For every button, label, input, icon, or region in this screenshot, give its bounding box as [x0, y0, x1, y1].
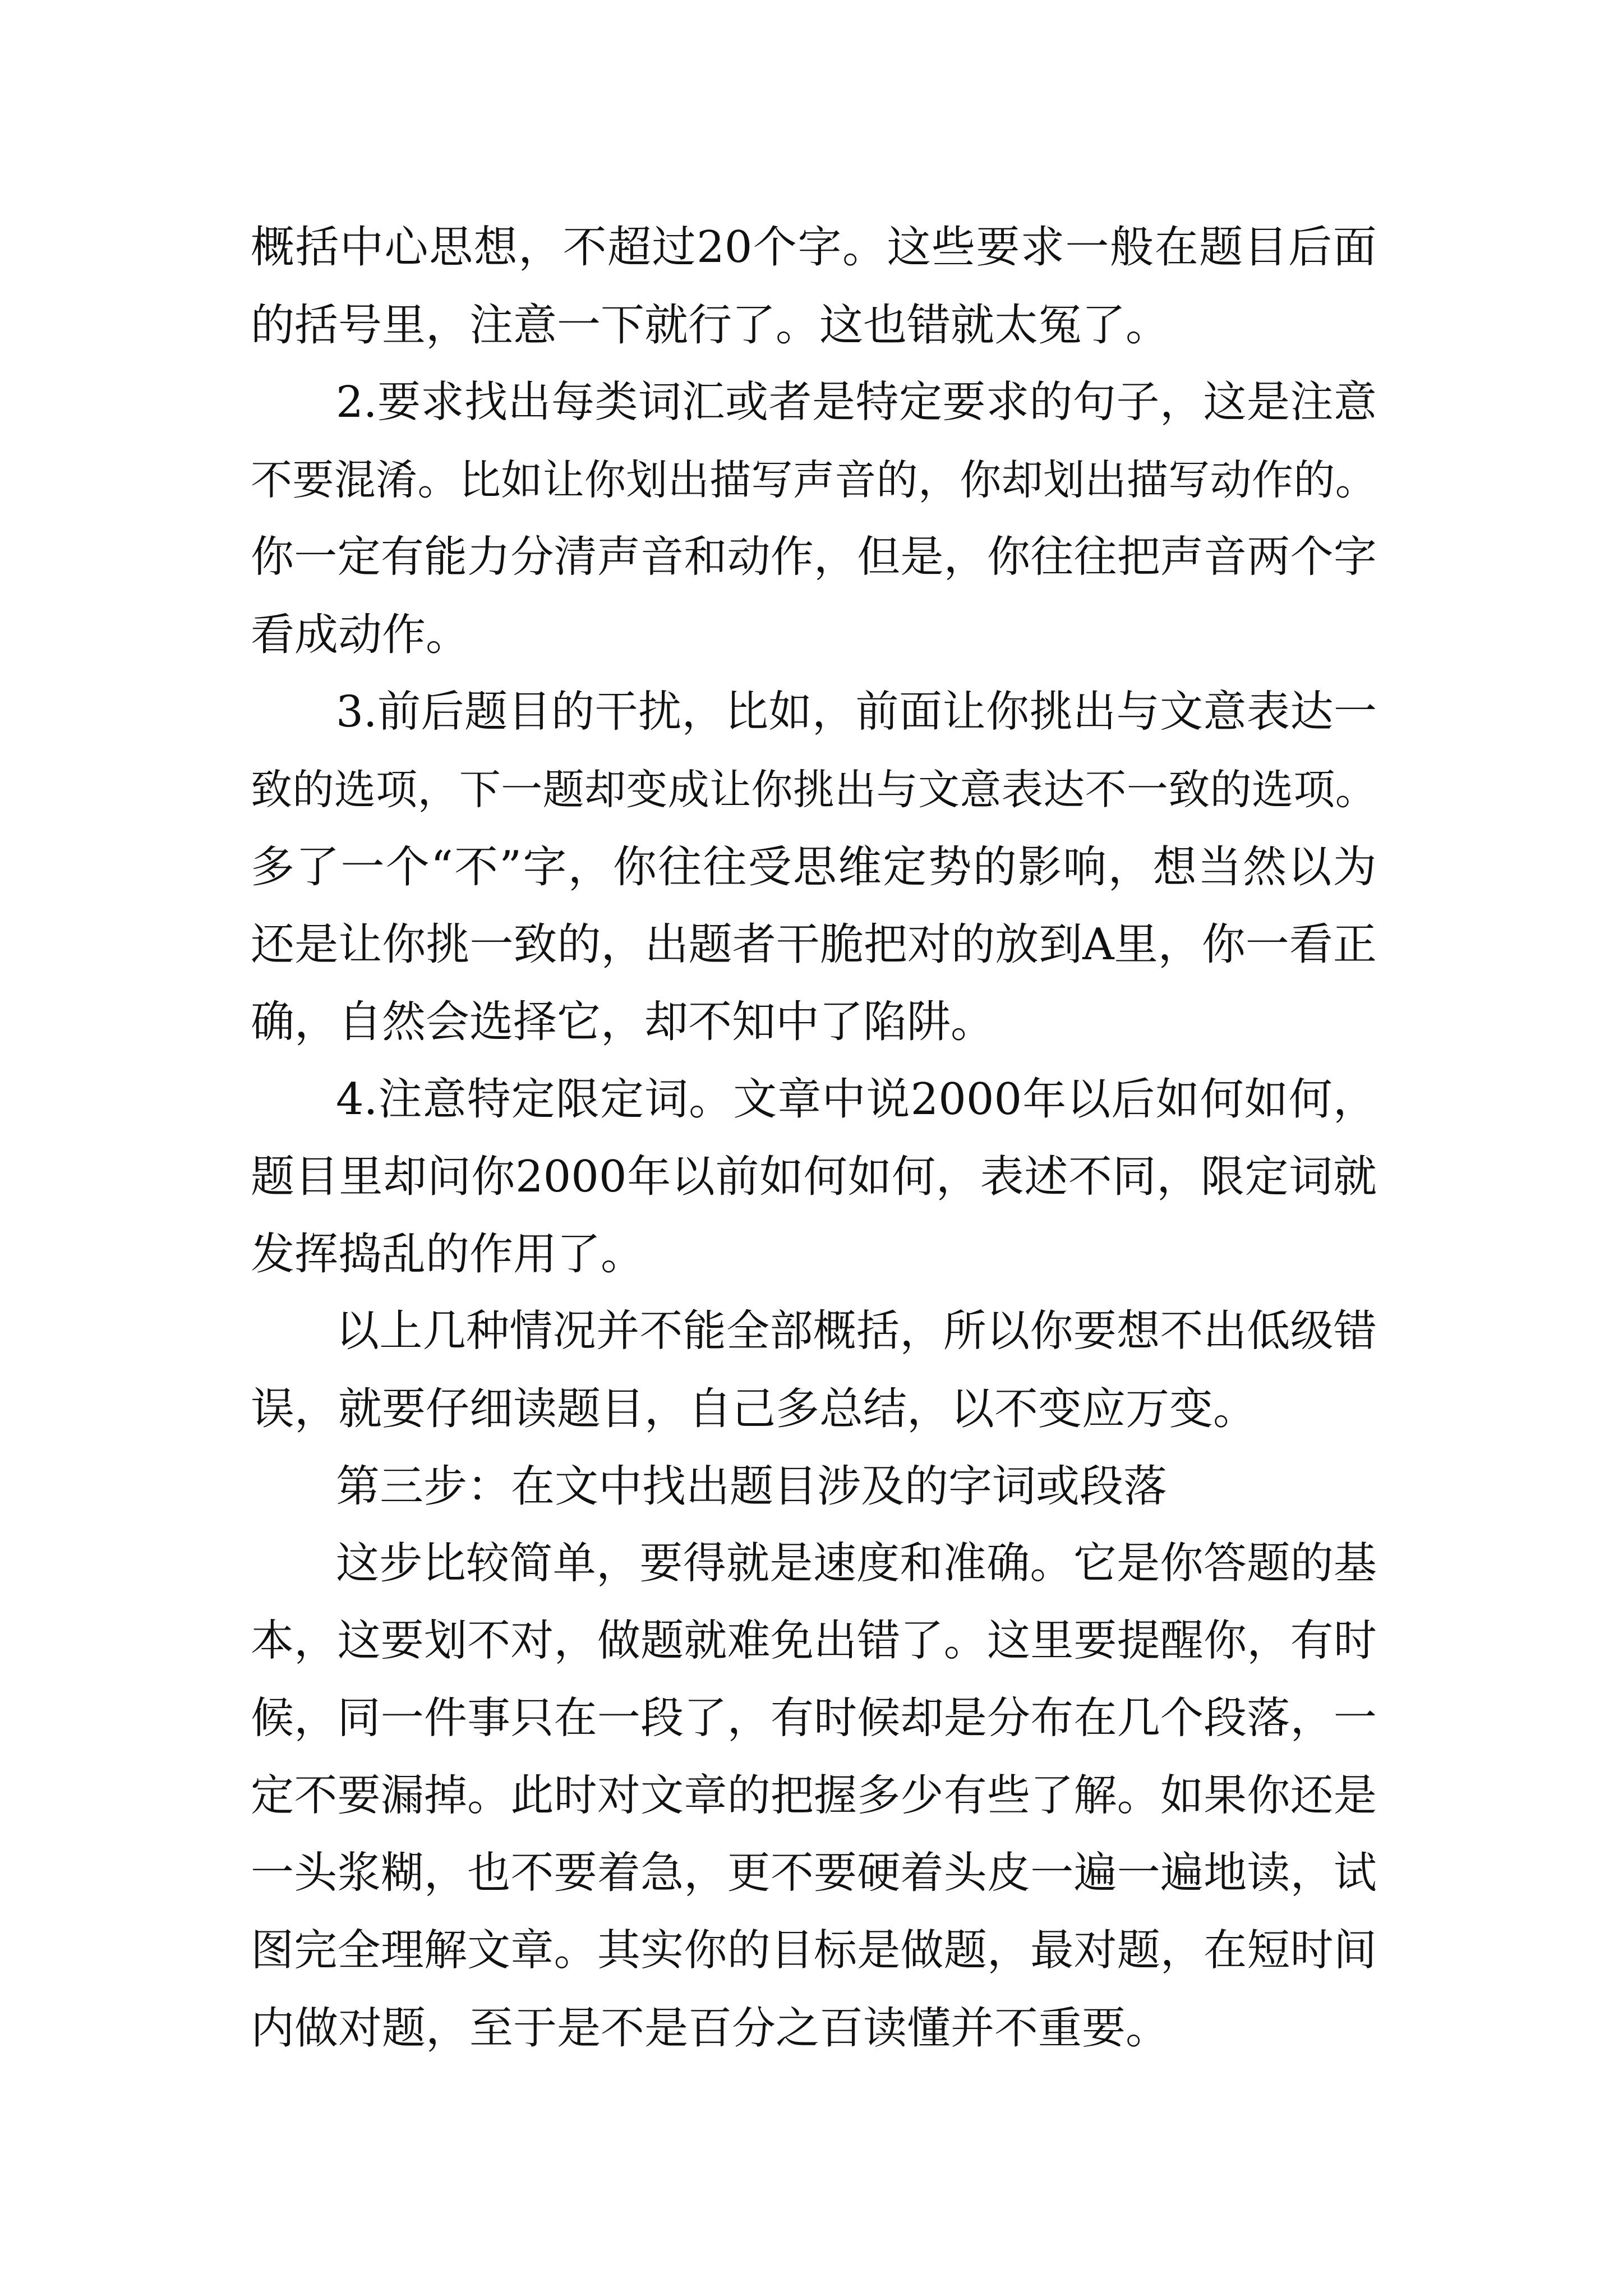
text-line: 候 ， 同 一 件 事 只 在 一 段 了 ， 有 时 候 却 是 分 布 在 几 个 段 落 ， 一 [251, 1694, 1377, 1743]
text-line: 多 了 一 个 “ 不 ” 字 ， 你 往 往 受 思 维 定 势 的 影 响 ， 想 当 然 以 为 [251, 842, 1377, 892]
text-line: 发挥捣乱的作用了。 [251, 1229, 645, 1280]
section-heading: 第三步：在文中找出题目涉及的字词或段落 [336, 1461, 1168, 1512]
text-line: 本 ， 这 要 划 不 对 ， 做 题 就 难 免 出 错 了 。 这 里 要 提 醒 你 ， 有 时 [251, 1616, 1377, 1666]
text-line: 内做对题，至于是不是百分之百读懂并不重要。 [251, 2003, 1170, 2054]
text-line: 以 上 几 种 情 况 并 不 能 全 部 概 括 ， 所 以 你 要 想 不 出 低 级 错 [336, 1306, 1377, 1356]
text-line: 3. 前 后 题 目 的 干 扰 ， 比 如 ， 前 面 让 你 挑 出 与 文 意 表 达 一 [336, 687, 1377, 737]
text-line: 致 的 选 项 ， 下 一 题 却 变 成 让 你 挑 出 与 文 意 表 达 不 一 致 的 选 项 。 [251, 766, 1377, 814]
text-line: 看成动作。 [251, 610, 470, 660]
text-line: 题 目 里 却 问 你 2000 年 以 前 如 何 如 何 ， 表 述 不 同 ， 限 定 词 就 [251, 1152, 1377, 1202]
text-line: 概 括 中 心 思 想 ， 不 超 过 20 个 字 。 这 些 要 求 一 般 在 题 目 后 面 [251, 222, 1377, 273]
text-line: 2. 要 求 找 出 每 类 词 汇 或 者 是 特 定 要 求 的 句 子 ， 这 是 注 意 [336, 378, 1377, 427]
text-line: 4. 注 意 特 定 限 定 词 。 文 章 中 说 2000 年 以 后 如 何 如 何 ， [336, 1074, 1377, 1125]
text-line: 的括号里，注意一下就行了。这也错就太冤了。 [251, 300, 1170, 351]
text-line: 不 要 混 淆 。 比 如 让 你 划 出 描 写 声 音 的 ， 你 却 划 出 描 写 动 作 的 。 [251, 456, 1377, 504]
text-line: 误，就要仔细读题目，自己多总结，以不变应万变。 [251, 1384, 1257, 1434]
text-line: 确，自然会选择它，却不知中了陷阱。 [251, 997, 995, 1047]
text-line: 还 是 让 你 挑 一 致 的 ， 出 题 者 干 脆 把 对 的 放 到 A 里 ， 你 一 看 正 [251, 919, 1377, 970]
text-line: 定 不 要 漏 掉 。 此 时 对 文 章 的 把 握 多 少 有 些 了 解 。 如 果 你 还 是 [251, 1771, 1377, 1821]
text-line: 一 头 浆 糊 ， 也 不 要 着 急 ， 更 不 要 硬 着 头 皮 一 遍 一 遍 地 读 ， 试 [251, 1848, 1377, 1898]
text-line: 这 步 比 较 简 单 ， 要 得 就 是 速 度 和 准 确 。 它 是 你 答 题 的 基 [336, 1539, 1377, 1589]
text-line: 图 完 全 理 解 文 章 。 其 实 你 的 目 标 是 做 题 ， 最 对 题 ， 在 短 时 间 [251, 1926, 1377, 1976]
text-line: 你 一 定 有 能 力 分 清 声 音 和 动 作 ， 但 是 ， 你 往 往 把 声 音 两 个 字 [251, 532, 1377, 582]
